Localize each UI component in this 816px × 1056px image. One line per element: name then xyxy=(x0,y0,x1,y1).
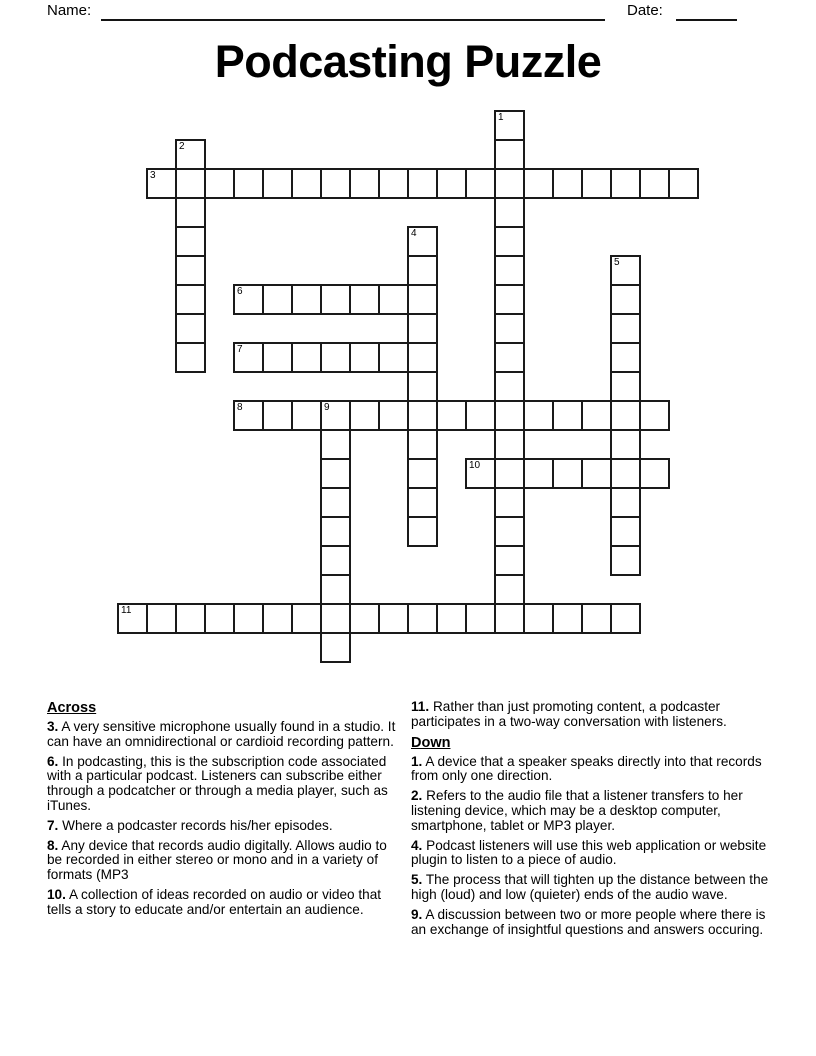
grid-cell[interactable] xyxy=(494,226,525,257)
grid-cell[interactable] xyxy=(349,168,380,199)
grid-cell[interactable] xyxy=(407,284,438,315)
grid-cell[interactable] xyxy=(494,284,525,315)
grid-cell[interactable] xyxy=(407,429,438,460)
grid-cell[interactable] xyxy=(465,458,496,489)
clue-number: 11. xyxy=(411,699,430,714)
grid-cell[interactable] xyxy=(436,168,467,199)
grid-cell[interactable] xyxy=(465,168,496,199)
grid-cell[interactable] xyxy=(523,168,554,199)
clue-text: Any device that records audio digitally. Allows audio to be recorded in either stereo or mono and in a variety of formats (MP3 xyxy=(47,837,387,883)
grid-cell[interactable] xyxy=(407,400,438,431)
grid-cell[interactable] xyxy=(378,168,409,199)
clue-number: 1. xyxy=(411,753,423,769)
grid-cell[interactable] xyxy=(494,429,525,460)
clue-number: 10. xyxy=(47,886,66,902)
grid-cell[interactable] xyxy=(233,284,264,315)
grid-cell[interactable] xyxy=(349,400,380,431)
grid-cell[interactable] xyxy=(320,487,351,518)
cell-number: 9 xyxy=(324,402,330,413)
grid-cell[interactable] xyxy=(407,255,438,286)
clue-number: 7. xyxy=(47,817,59,833)
clue-text: A discussion between two or more people where there is an exchange of insightful questions and answers occuring. xyxy=(411,906,766,937)
grid-cell[interactable] xyxy=(494,487,525,518)
grid-cell[interactable] xyxy=(233,400,264,431)
grid-cell[interactable] xyxy=(320,545,351,576)
grid-cell[interactable] xyxy=(494,168,525,199)
grid-cell[interactable] xyxy=(378,342,409,373)
grid-cell[interactable] xyxy=(204,603,235,634)
grid-cell[interactable] xyxy=(291,284,322,315)
grid-cell[interactable] xyxy=(175,313,206,344)
grid-cell[interactable] xyxy=(407,487,438,518)
grid-cell[interactable] xyxy=(436,603,467,634)
grid-cell[interactable] xyxy=(494,545,525,576)
grid-cell[interactable] xyxy=(320,168,351,199)
clue-number: 8. xyxy=(47,837,59,853)
clue-across-6 xyxy=(47,755,400,814)
grid-cell[interactable] xyxy=(436,400,467,431)
clues-column-left xyxy=(47,700,400,923)
grid-cell[interactable] xyxy=(204,168,235,199)
grid-cell[interactable] xyxy=(523,458,554,489)
grid-cell[interactable] xyxy=(291,342,322,373)
grid-cell[interactable] xyxy=(320,429,351,460)
grid-cell[interactable] xyxy=(320,632,351,663)
grid-cell[interactable] xyxy=(407,371,438,402)
clue-number: 3. xyxy=(47,719,59,734)
grid-cell[interactable] xyxy=(175,139,206,170)
cell-number: 7 xyxy=(237,344,243,355)
grid-cell[interactable] xyxy=(581,168,612,199)
grid-cell[interactable] xyxy=(465,603,496,634)
clue-across-3 xyxy=(47,720,400,750)
grid-cell[interactable] xyxy=(233,342,264,373)
grid-cell[interactable] xyxy=(117,603,148,634)
grid-cell[interactable] xyxy=(581,603,612,634)
clue-down-4 xyxy=(411,839,769,869)
grid-cell[interactable] xyxy=(175,255,206,286)
grid-cell[interactable] xyxy=(407,313,438,344)
grid-cell[interactable] xyxy=(610,603,641,634)
clue-number: 2. xyxy=(411,788,423,804)
grid-cell[interactable] xyxy=(378,603,409,634)
clue-text: The process that will tighten up the distance between the high (loud) and low (quieter) ends of the audio wave. xyxy=(411,872,769,902)
page-title: Podcasting Puzzle xyxy=(214,36,602,87)
grid-cell[interactable] xyxy=(552,168,583,199)
grid-cell[interactable] xyxy=(610,400,641,431)
grid-cell[interactable] xyxy=(610,371,641,402)
clue-text: Rather than just promoting content, a podcaster participates in a two-way conversation with listeners. xyxy=(411,699,727,729)
grid-cell[interactable] xyxy=(291,400,322,431)
clue-number: 9. xyxy=(411,906,423,922)
cell-number: 1 xyxy=(498,112,504,123)
name-label: Name: xyxy=(47,2,92,19)
clue-text: Refers to the audio file that a listener transfers to her listening device, which may be a desktop computer, smartphone, tablet or MP3 player. xyxy=(411,788,743,833)
clue-across-8 xyxy=(47,839,400,883)
grid-cell[interactable] xyxy=(494,197,525,228)
grid-cell[interactable] xyxy=(407,516,438,547)
grid-cell[interactable] xyxy=(610,429,641,460)
cell-number: 2 xyxy=(179,141,185,152)
grid-cell[interactable] xyxy=(610,516,641,547)
grid-cell[interactable] xyxy=(407,458,438,489)
grid-cell[interactable] xyxy=(610,313,641,344)
grid-cell[interactable] xyxy=(175,603,206,634)
grid-cell[interactable] xyxy=(320,400,351,431)
cell-number: 3 xyxy=(150,170,156,181)
grid-cell[interactable] xyxy=(175,168,206,199)
grid-cell[interactable] xyxy=(349,342,380,373)
clue-text: A device that a speaker speaks directly into that records from only one direction. xyxy=(411,753,762,784)
grid-cell[interactable] xyxy=(639,400,670,431)
grid-cell[interactable] xyxy=(262,284,293,315)
date-label: Date: xyxy=(627,2,663,19)
grid-cell[interactable] xyxy=(349,603,380,634)
clue-down-2 xyxy=(411,789,769,833)
grid-cell[interactable] xyxy=(581,400,612,431)
across-heading: Across xyxy=(47,700,97,716)
grid-cell[interactable] xyxy=(233,168,264,199)
clue-number: 4. xyxy=(411,837,423,853)
grid-cell[interactable] xyxy=(349,284,380,315)
grid-cell[interactable] xyxy=(523,400,554,431)
clue-text: A collection of ideas recorded on audio or video that tells a story to educate and/or entertain an audience. xyxy=(47,886,382,917)
grid-cell[interactable] xyxy=(639,458,670,489)
clue-down-9 xyxy=(411,908,769,938)
clue-text: A very sensitive microphone usually found in a studio. It can have an omnidirectional or cardioid recording pattern. xyxy=(47,719,396,749)
clue-text: Where a podcaster records his/her episodes. xyxy=(62,817,333,833)
grid-cell[interactable] xyxy=(320,603,351,634)
grid-cell[interactable] xyxy=(494,458,525,489)
grid-cell[interactable] xyxy=(494,255,525,286)
grid-cell[interactable] xyxy=(320,516,351,547)
grid-cell[interactable] xyxy=(175,342,206,373)
grid-cell[interactable] xyxy=(465,400,496,431)
grid-cell[interactable] xyxy=(146,603,177,634)
clue-down-5 xyxy=(411,873,769,903)
grid-cell[interactable] xyxy=(494,110,525,141)
grid-cell[interactable] xyxy=(407,603,438,634)
grid-cell[interactable] xyxy=(494,574,525,605)
grid-cell[interactable] xyxy=(291,603,322,634)
grid-cell[interactable] xyxy=(320,342,351,373)
grid-cell[interactable] xyxy=(610,255,641,286)
grid-cell[interactable] xyxy=(552,603,583,634)
down-clues-list xyxy=(411,755,769,938)
cell-number: 6 xyxy=(237,286,243,297)
cell-number: 4 xyxy=(411,228,417,239)
clue-text: Podcast listeners will use this web application or website plugin to listen to a piece of audio. xyxy=(411,837,767,868)
grid-cell[interactable] xyxy=(262,603,293,634)
grid-cell[interactable] xyxy=(175,284,206,315)
grid-cell[interactable] xyxy=(610,284,641,315)
grid-cell[interactable] xyxy=(610,545,641,576)
grid-cell[interactable] xyxy=(610,458,641,489)
clue-text: In podcasting, this is the subscription code associated with a particular podcast. Listeners can subscribe either through a podcatcher or through a media player, such as iTunes. xyxy=(47,753,388,813)
grid-cell[interactable] xyxy=(407,226,438,257)
grid-cell[interactable] xyxy=(494,603,525,634)
clue-number: 6. xyxy=(47,753,59,769)
clue-down-1 xyxy=(411,755,769,785)
across-clues-list xyxy=(47,720,400,918)
grid-cell[interactable] xyxy=(494,139,525,170)
grid-cell[interactable] xyxy=(320,458,351,489)
grid-cell[interactable] xyxy=(494,516,525,547)
grid-cell[interactable] xyxy=(552,400,583,431)
grid-cell[interactable] xyxy=(320,574,351,605)
cell-number: 5 xyxy=(614,257,620,268)
cell-number: 10 xyxy=(469,460,481,471)
grid-cell[interactable] xyxy=(639,168,670,199)
down-heading: Down xyxy=(411,734,451,751)
grid-cell[interactable] xyxy=(320,284,351,315)
clue-number: 5. xyxy=(411,872,423,888)
grid-cell[interactable] xyxy=(378,400,409,431)
grid-cell[interactable] xyxy=(378,284,409,315)
clue-across-10 xyxy=(47,888,400,918)
grid-cell[interactable] xyxy=(262,342,293,373)
grid-cell[interactable] xyxy=(407,342,438,373)
cell-number: 11 xyxy=(121,605,132,616)
grid-cell[interactable] xyxy=(262,168,293,199)
grid-cell[interactable] xyxy=(581,458,612,489)
grid-cell[interactable] xyxy=(175,226,206,257)
grid-cell[interactable] xyxy=(494,313,525,344)
grid-cell[interactable] xyxy=(610,487,641,518)
across-clues-list-continued xyxy=(411,700,769,730)
clue-across-11 xyxy=(411,700,769,730)
grid-cell[interactable] xyxy=(233,603,264,634)
grid-cell[interactable] xyxy=(552,458,583,489)
grid-cell[interactable] xyxy=(146,168,177,199)
grid-cell[interactable] xyxy=(523,603,554,634)
clues-column-right xyxy=(411,700,769,942)
grid-cell[interactable] xyxy=(494,400,525,431)
grid-cell[interactable] xyxy=(494,342,525,373)
grid-cell[interactable] xyxy=(175,197,206,228)
clue-across-7 xyxy=(47,819,400,834)
grid-cell[interactable] xyxy=(291,168,322,199)
grid-cell[interactable] xyxy=(668,168,699,199)
grid-cell[interactable] xyxy=(407,168,438,199)
cell-number: 8 xyxy=(237,402,243,413)
grid-cell[interactable] xyxy=(262,400,293,431)
grid-cell[interactable] xyxy=(610,342,641,373)
grid-cell[interactable] xyxy=(494,371,525,402)
grid-cell[interactable] xyxy=(610,168,641,199)
